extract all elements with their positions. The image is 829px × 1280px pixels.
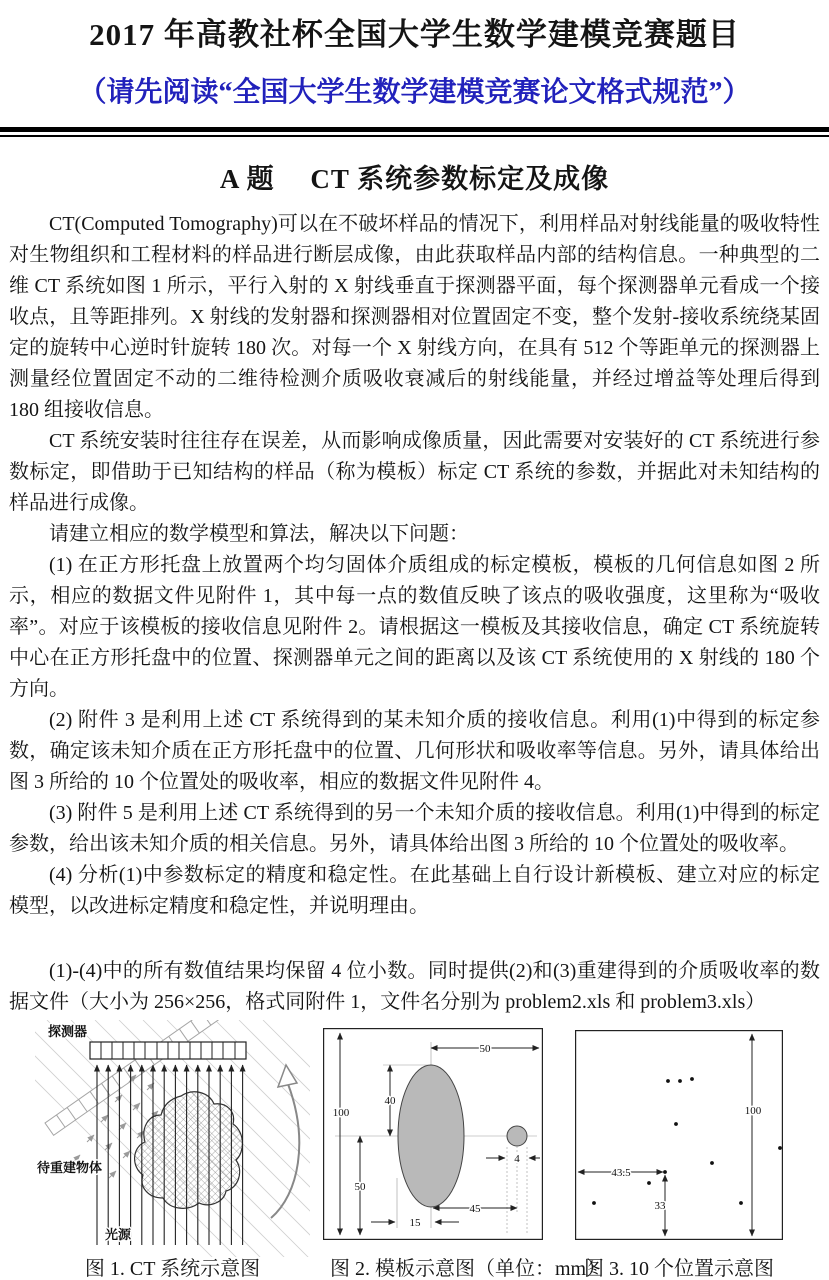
double-rule-divider <box>0 127 829 137</box>
figure-1-caption: 图 1. CT 系统示意图 <box>84 1258 261 1280</box>
dim-square-size: 100 <box>744 1105 762 1117</box>
figure-2-template <box>323 1028 543 1245</box>
template-drawing <box>323 1028 543 1240</box>
dim-half-width: 50 <box>479 1043 491 1055</box>
object-label: 待重建物体 <box>37 1160 103 1175</box>
document-subtitle: （请先阅读“全国大学生数学建模竞赛论文格式规范”） <box>78 77 751 108</box>
figure-1-ct-system <box>35 1020 310 1262</box>
paragraph-question-2: (2) 附件 3 是利用上述 CT 系统得到的某未知介质的接收信息。利用(1)中得到的标定参数，确定该未知介质在正方形托盘中的位置、几何形状和吸收率等信息。另外，请具体给出图 3 所给的 10 个位置处的吸收率，相应的数据文件见附件 4。 <box>9 709 820 793</box>
dim-point-y: 33 <box>654 1200 666 1212</box>
dim-circle-offset: 45 <box>469 1203 481 1215</box>
figure-3-positions <box>575 1030 783 1245</box>
detector-label: 探测器 <box>48 1024 88 1039</box>
paragraph-calibration: CT 系统安装时往往存在误差，从而影响成像质量，因此需要对安装好的 CT 系统进行参数标定，即借助于已知结构的样品（称为模板）标定 CT 系统的参数，并据此对未知结构的样品进行成像。 <box>9 430 820 514</box>
small-circle-medium <box>507 1126 527 1146</box>
source-label: 光源 <box>105 1227 132 1242</box>
dim-semi-major: 40 <box>384 1095 396 1107</box>
problem-statement <box>0 209 829 1021</box>
rotation-arrow-icon <box>271 1065 299 1218</box>
paragraph-question-3: (3) 附件 5 是利用上述 CT 系统得到的另一个未知介质的接收信息。利用(1)中得到的标定参数，给出该未知介质的相关信息。另外，请具体给出图 3 所给的 10 个位置处的吸收率。 <box>9 802 820 855</box>
paragraph-question-1: (1) 在正方形托盘上放置两个均匀固体介质组成的标定模板，模板的几何信息如图 2 所示，相应的数据文件见附件 1，其中每一点的数值反映了该点的吸收强度，这里称为“吸收率”。对应于该模板的接收信息见附件 2。请根据这一模板及其接收信息，确定 CT 系统旋转中心在正方形托盘中的位置、探测器单元之间的距离以及该 CT 系统使用的 X 射线的 180 个方向。 <box>9 554 820 700</box>
paragraph-task-intro: 请建立相应的数学模型和算法，解决以下问题： <box>49 523 469 545</box>
dim-semi-minor: 15 <box>409 1217 421 1229</box>
positions-drawing <box>575 1030 783 1240</box>
ct-system-drawing <box>35 1020 310 1257</box>
paragraph-ct-intro: CT(Computed Tomography)可以在不破坏样品的情况下，利用样品对射线能量的吸收特性对生物组织和工程材料的样品进行断层成像，由此获取样品内部的结构信息。一种典型的二维 CT 系统如图 1 所示，平行入射的 X 射线垂直于探测器平面，每个探测器单元看成一个接收点，且等距排列。X 射线的发射器和探测器相对位置固定不变，整个发射-接收系统绕某固定的旋转中心逆时针旋转 180 次。对每一个 X 射线方向，在具有 512 个等距单元的探测器上测量经位置固定不动的二维待检测介质吸收衰减后的射线能量，并经过增益等处理后得到 180 组接收信息。 <box>9 213 820 421</box>
figure-2-caption: 图 2. 模板示意图（单位：mm） <box>330 1258 607 1280</box>
document-title: 2017 年高教社杯全国大学生数学建模竞赛题目 <box>89 17 740 52</box>
dim-lower-half: 50 <box>354 1181 366 1193</box>
sample-blob <box>135 1092 243 1208</box>
dim-total-height: 100 <box>332 1107 350 1119</box>
ellipse-medium <box>398 1065 464 1207</box>
dim-circle-diam: 4 <box>514 1153 520 1165</box>
problem-heading: A 题 CT 系统参数标定及成像 <box>219 164 610 194</box>
paragraph-question-4: (4) 分析(1)中参数标定的精度和稳定性。在此基础上自行设计新模板、建立对应的标定模型，以改进标定精度和稳定性，并说明理由。 <box>9 864 820 917</box>
figure-3-caption: 图 3. 10 个位置示意图 <box>584 1258 774 1280</box>
paragraph-requirements: (1)-(4)中的所有数值结果均保留 4 位小数。同时提供(2)和(3)重建得到的介质吸收率的数据文件（大小为 256×256，格式同附件 1，文件名分别为 problem2.xls 和 problem3.xls） <box>9 960 820 1013</box>
dim-point-x: 43.5 <box>611 1167 631 1179</box>
positions-square-border <box>576 1031 783 1240</box>
